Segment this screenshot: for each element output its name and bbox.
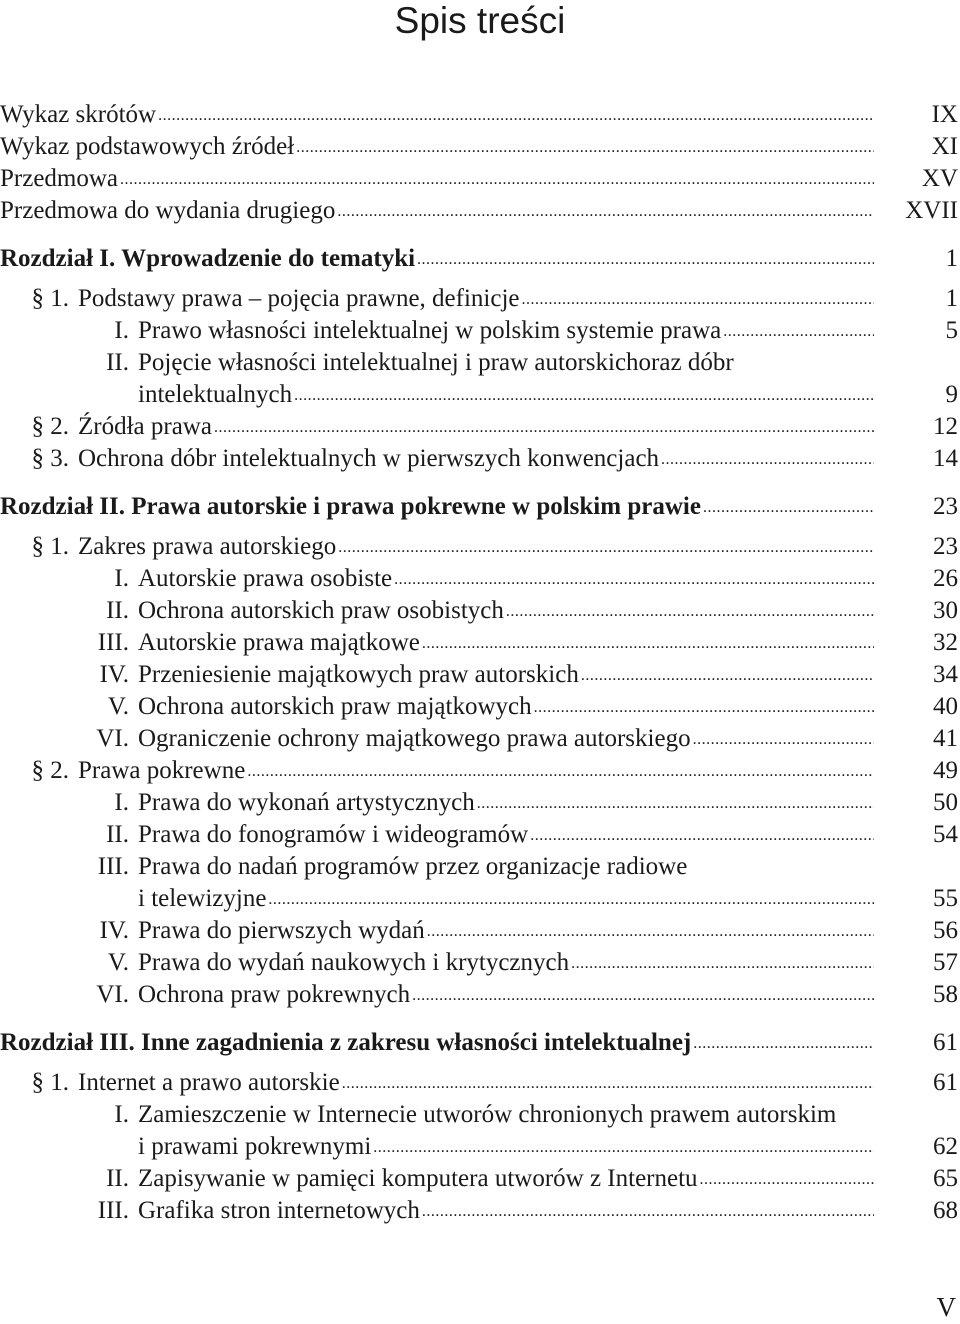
toc-entry-title-wrap [138,1164,896,1194]
toc-entry-title-wrap [0,196,896,226]
toc-entry-title: Przeniesienie majątkowych praw autorskich [138,661,579,688]
toc-entry-page: 23 [933,533,958,560]
toc-entry [0,1066,958,1098]
dot-leader [294,137,874,159]
toc-entry-number: § 2. [31,413,69,440]
toc-entry-title: Wykaz skrótów [0,101,157,128]
toc-entry-title-wrap [138,820,896,850]
dot-leader [475,793,874,815]
toc-entry [0,786,958,818]
dot-leader [392,569,874,591]
toc-entry-title-wrap [78,1068,896,1098]
toc-entry-title: Ochrona autorskich praw majątkowych [138,693,532,720]
toc-entry-title: Grafika stron internetowych [138,1197,420,1224]
dot-leader [579,665,874,687]
toc-entry [0,314,958,346]
toc-entry-title: Podstawy prawa – pojęcia prawne, definicje [78,285,520,312]
toc-entry-page: 23 [933,493,958,520]
toc-entry-page: 26 [933,565,958,592]
toc-entry-number: V. [107,949,129,976]
toc-entry [0,194,958,226]
dot-leader [410,985,874,1007]
toc-entry-page: 54 [933,821,958,848]
toc-entry-number: I. [114,789,129,816]
toc-entry-title-wrap [78,444,896,474]
dot-leader [340,1073,874,1095]
toc-entry-title: Ochrona praw pokrewnych [138,981,411,1008]
toc-entry-title: Prawa do nadań programów przez organizacje radiowe [138,853,688,880]
dot-leader [292,385,874,407]
toc-entry-title-wrap [138,788,896,818]
toc-entry-title-wrap [78,532,896,562]
toc-entry-title-wrap [0,164,896,194]
toc-entry-number: III. [97,1197,129,1224]
toc-entry-title-wrap [0,1028,896,1058]
toc-entry-title: Rozdział I. Wprowadzenie do tematyki [0,245,416,272]
toc-entry-title-wrap [138,660,896,690]
dot-leader [118,169,874,191]
toc-entry-page: 40 [933,693,958,720]
toc-entry [0,658,958,690]
dot-leader [520,289,874,311]
toc-entry [0,410,958,442]
toc-entry [0,346,958,378]
toc-entry-title-wrap [78,756,896,786]
toc-entry-page: 5 [945,317,958,344]
toc-entry-page: 41 [933,725,958,752]
toc-entry-title-wrap [0,492,896,522]
toc-entry-number: II. [106,1165,129,1192]
toc-entry-page: 32 [933,629,958,656]
toc-entry-page: 34 [933,661,958,688]
toc-entry-title-wrap [138,348,896,378]
dot-leader [212,417,874,439]
dot-leader [701,497,874,519]
toc-entry-title: i telewizyjne [138,885,267,912]
toc-entry [0,882,958,914]
toc-entry-number: IV. [99,661,129,688]
toc-entry-title: Zamieszczenie w Internecie utworów chronionych prawem autorskim [138,1101,837,1128]
toc-entry-title: Internet a prawo autorskie [78,1069,340,1096]
dot-leader [721,321,874,343]
toc-entry-title: Rozdział III. Inne zagadnienia z zakresu własności intelektualnej [0,1029,692,1056]
toc-entry-title: Ograniczenie ochrony majątkowego prawa autorskiego [138,725,691,752]
toc-entry-title: Przedmowa [0,165,119,192]
dot-leader [532,697,874,719]
toc-entry-title: Autorskie prawa osobiste [138,565,393,592]
toc-entry-number: I. [114,1101,129,1128]
toc-entry-title: Zapisywanie w pamięci komputera utworów z Internetu [138,1165,698,1192]
toc-entry-title: Wykaz podstawowych źródeł [0,133,295,160]
dot-leader [336,537,874,559]
toc-entry-title-wrap [78,412,896,442]
toc-entry-page: 55 [933,885,958,912]
toc-entry-page: 1 [945,245,958,272]
toc-entry-title: Rozdział II. Prawa autorskie i prawa pokrewne w polskim prawie [0,493,701,520]
dot-leader [420,1201,874,1223]
dot-leader [371,1137,874,1159]
toc-entry-title: intelektualnych [138,381,293,408]
toc-entry-page: 49 [933,757,958,784]
toc-entry-page: IX [931,101,958,128]
toc-entry-title-wrap [138,724,896,754]
toc-entry-page: 1 [945,285,958,312]
toc-entry-page: 68 [933,1197,958,1224]
toc-entry [0,130,958,162]
toc-entry-number: II. [106,821,129,848]
toc-entry-page: 14 [933,445,958,472]
toc-entry-title: Ochrona dóbr intelektualnych w pierwszych konwencjach [78,445,660,472]
toc-entry-page: 62 [933,1133,958,1160]
toc-entry-number: I. [114,565,129,592]
toc-entry-page: 65 [933,1165,958,1192]
dot-leader [335,201,874,223]
toc-entry-page: 61 [933,1029,958,1056]
toc-entry [0,282,958,314]
toc-entry [0,914,958,946]
page-number: V [936,1292,956,1322]
toc-entry-number: VI. [96,981,129,1008]
toc-entry-title-wrap [138,852,896,882]
dot-leader [569,953,874,975]
toc-entry-title-wrap [138,596,896,626]
toc-chapter-entry [0,490,958,522]
toc-entry-title: Przedmowa do wydania drugiego [0,197,336,224]
dot-leader [691,1033,874,1055]
toc-entry [0,1162,958,1194]
dot-leader [691,729,874,751]
toc-entry-number: I. [114,317,129,344]
toc-entry-number: V. [107,693,129,720]
toc-entry [0,442,958,474]
toc-entry-title-wrap [138,628,896,658]
toc-entry-title-wrap [138,380,896,410]
toc-entry-page: 57 [933,949,958,976]
toc-entry-title: Pojęcie własności intelektualnej i praw autorskichoraz dóbr [138,349,734,376]
dot-leader [266,889,874,911]
toc-entry-title-wrap [138,980,896,1010]
toc-entry-number: § 1. [31,1069,69,1096]
toc-entry-number: § 3. [31,445,69,472]
toc-entry-page: 12 [933,413,958,440]
toc-entry-number: III. [97,853,129,880]
toc-chapter-entry [0,1026,958,1058]
toc-entry-page: 58 [933,981,958,1008]
toc-entry [0,378,958,410]
toc-entry-page: XV [921,165,958,192]
toc-entry-title-wrap [0,244,896,274]
page-title: Spis treści [394,0,566,41]
toc-chapter-entry [0,242,958,274]
toc-entry-page: 9 [945,381,958,408]
dot-leader [504,601,874,623]
toc-entry-title-wrap [138,1196,896,1226]
dot-leader [156,105,874,127]
toc-entry [0,754,958,786]
dot-leader [425,921,874,943]
dot-leader [528,825,874,847]
toc-entry [0,562,958,594]
toc-entry-number: IV. [99,917,129,944]
toc-entry [0,626,958,658]
toc-entry-title-wrap [138,1132,896,1162]
toc-entry-title-wrap [138,564,896,594]
toc-entry-title-wrap [0,100,896,130]
toc-entry-page: 56 [933,917,958,944]
toc-entry-title: i prawami pokrewnymi [138,1133,372,1160]
toc-entry-title: Prawa pokrewne [78,757,246,784]
toc-entry-page: XVII [905,197,958,224]
toc-entry [0,722,958,754]
toc-entry-title: Prawa do wydań naukowych i krytycznych [138,949,570,976]
toc-entry-number: III. [97,629,129,656]
toc-entry [0,594,958,626]
toc-entry-number: VI. [96,725,129,752]
toc-entry-title-wrap [138,316,896,346]
toc-entry [0,162,958,194]
toc-entry [0,946,958,978]
toc-entry-number: § 2. [31,757,69,784]
toc-entry-number: § 1. [31,285,69,312]
toc-entry [0,690,958,722]
toc-entry [0,1130,958,1162]
toc-entry [0,818,958,850]
toc-entry-page: 61 [933,1069,958,1096]
toc-entry-title: Prawa do pierwszych wydań [138,917,425,944]
toc-entry-title-wrap [138,692,896,722]
toc-entry-title-wrap [138,948,896,978]
toc-entry-title-wrap [138,884,896,914]
toc-entry [0,978,958,1010]
toc-entry-title-wrap [138,916,896,946]
dot-leader [245,761,874,783]
toc-entry-title: Prawa do fonogramów i wideogramów [138,821,529,848]
toc-entry-number: II. [106,349,129,376]
toc-entry-page: XI [931,133,958,160]
toc-entry-number: § 1. [31,533,69,560]
toc-entry-title-wrap [138,1100,896,1130]
toc-entry-title: Źródła prawa [78,413,212,440]
toc-entry-title: Prawa do wykonań artystycznych [138,789,475,816]
toc-entry-title: Zakres prawa autorskiego [78,533,337,560]
toc-entry [0,850,958,882]
toc-entry-title-wrap [0,132,896,162]
toc-entry-page: 50 [933,789,958,816]
toc-entry [0,1098,958,1130]
toc-entry-title-wrap [78,284,896,314]
dot-leader [659,449,874,471]
toc-entry [0,1194,958,1226]
toc-entry [0,98,958,130]
toc-entry [0,530,958,562]
toc-entry-number: II. [106,597,129,624]
toc-entry-page: 30 [933,597,958,624]
dot-leader [698,1169,874,1191]
toc-entry-title: Prawo własności intelektualnej w polskim systemie prawa [138,317,722,344]
toc-entry-title: Autorskie prawa majątkowe [138,629,420,656]
dot-leader [420,633,874,655]
dot-leader [415,249,874,271]
toc-entry-title: Ochrona autorskich praw osobistych [138,597,504,624]
